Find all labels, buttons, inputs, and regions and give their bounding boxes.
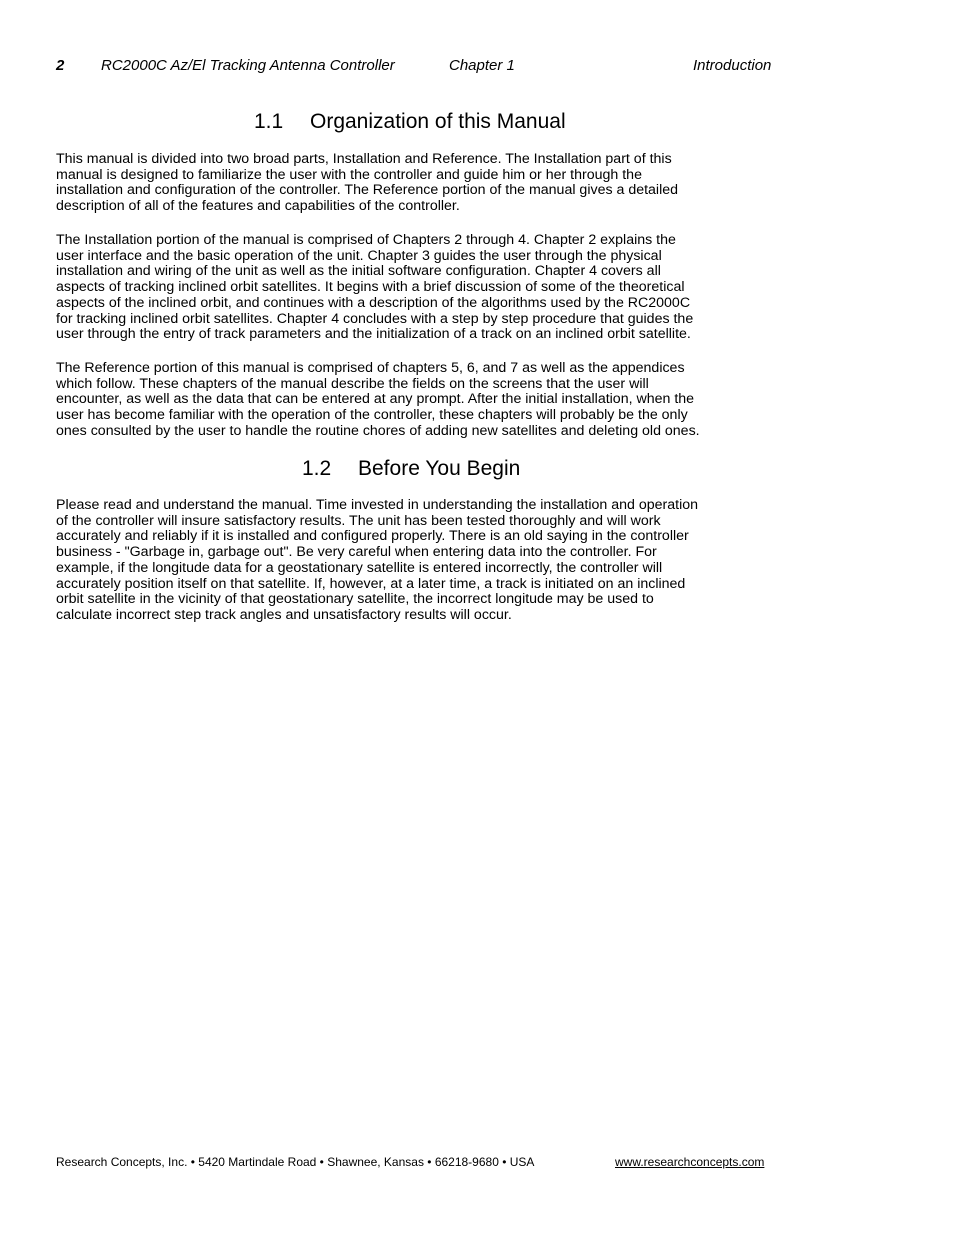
section-title: Organization of this Manual bbox=[310, 110, 566, 133]
section-number: 1.2 bbox=[302, 457, 332, 480]
paragraph: Please read and understand the manual. Time invested in understanding the installation and operation of the controller will insure satisfactory results. The unit has been tested thoroughly and will work accurately and reliably if it is installed and configured properly. There is an old saying in the controller business - "Garbage in, garbage out". Be very careful when entering data into the controller. For example, if the longitude data for a geostationary satellite is entered incorrectly, the controller will accurately position itself on that satellite. If, however, at a later time, a track is initiated on an inclined orbit satellite in the vicinity of that geostationary satellite, the incorrect longitude may be used to calculate incorrect step track angles and unsatisfactory results will occur. bbox=[56, 497, 699, 623]
paragraph: The Installation portion of the manual is comprised of Chapters 2 through 4. Chapter 2 explains the user interface and the basic operation of the unit. Chapter 3 guides the user through the physical installation and wiring of the unit as well as the initial software configuration. Chapter 4 covers all aspects of tracking inclined orbit satellites. It begins with a brief discussion of some of the theoretical aspects of the inclined orbit, and continues with a description of the algorithms used by the RC2000C for tracking inclined orbit satellites. Chapter 4 concludes with a step by step procedure that guides the user through the entry of track parameters and the initialization of a track on an inclined orbit satellite. bbox=[56, 232, 694, 343]
header-manual-title: RC2000C Az/El Tracking Antenna Controller bbox=[101, 57, 395, 74]
paragraph: This manual is divided into two broad parts, Installation and Reference. The Installation part of this manual is designed to familiarize the user with the controller and guide him or her through the installation and configuration of the controller. The Reference portion of the manual gives a detailed description of all of the features and capabilities of the controller. bbox=[56, 151, 679, 215]
header-page-number: 2 bbox=[56, 57, 65, 74]
section-title: Before You Begin bbox=[358, 457, 521, 480]
section-heading-organization bbox=[254, 110, 566, 134]
header-chapter: Chapter 1 bbox=[449, 57, 515, 74]
paragraph: The Reference portion of this manual is comprised of chapters 5, 6, and 7 as well as the appendices which follow. These chapters of the manual describe the fields on the screens that the user will encounter, as well as the data that can be entered at any prompt. After the initial installation, when the user has become familiar with the operation of the controller, these chapters will probably be the only ones consulted by the user to handle the routine chores of adding new satellites and deleting old ones. bbox=[56, 360, 700, 439]
section-heading-before-you-begin bbox=[302, 457, 520, 481]
section-number: 1.1 bbox=[254, 110, 284, 133]
footer-website-link[interactable]: www.researchconcepts.com bbox=[615, 1155, 765, 1169]
header-section: Introduction bbox=[693, 57, 772, 74]
footer-address: Research Concepts, Inc. • 5420 Martindale Road • Shawnee, Kansas • 66218-9680 • USA bbox=[56, 1155, 535, 1169]
